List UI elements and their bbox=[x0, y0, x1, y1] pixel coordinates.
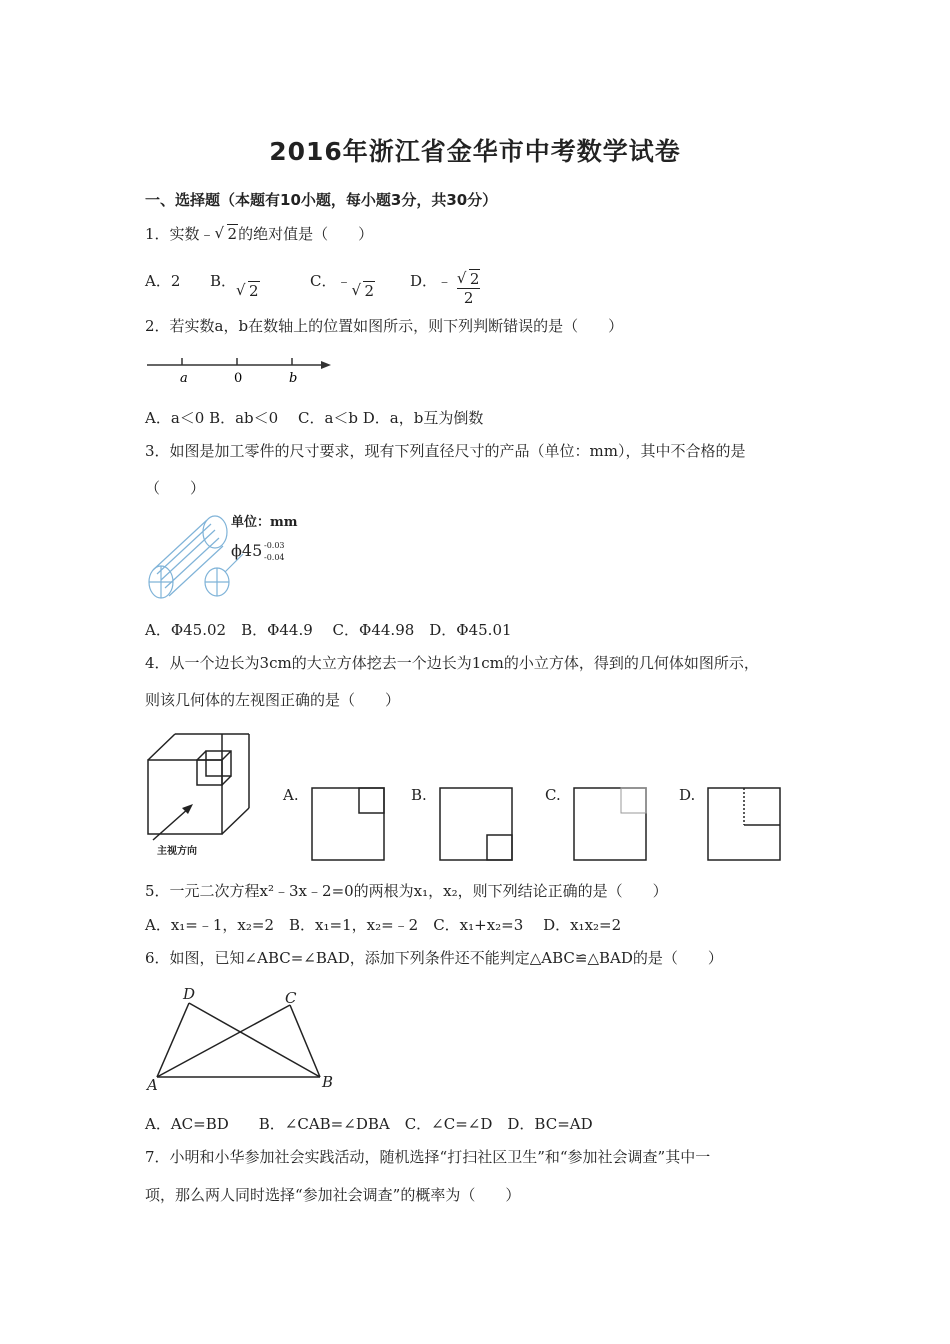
number-line-figure bbox=[145, 352, 335, 386]
cylinder-part-figure bbox=[145, 510, 305, 602]
vertex-label-d: D bbox=[183, 985, 196, 1003]
vertex-label-b: B bbox=[322, 1073, 334, 1091]
axis-label-b: b bbox=[289, 371, 298, 386]
axis-label-a: a bbox=[180, 371, 188, 386]
view-direction-caption: 主视方向 bbox=[157, 846, 197, 857]
question-5-stem: 5．一元二次方程x²﹣3x﹣2=0的两根为x₁，x₂，则下列结论正确的是（ ） bbox=[145, 882, 668, 900]
page-title: 2016年浙江省金华市中考数学试卷 bbox=[269, 137, 681, 166]
section-heading: 一、选择题（本题有10小题，每小题3分，共30分） bbox=[145, 191, 498, 209]
q1-option-b: B．√ 2 bbox=[210, 270, 260, 291]
question-1-stem: 1．实数﹣√ 2的绝对值是（ ） bbox=[145, 223, 373, 244]
question-4-stem-line2: 则该几何体的左视图正确的是（ ） bbox=[145, 691, 401, 709]
sqrt-2: √ 2 bbox=[215, 225, 239, 243]
question-4-stem-line1: 4．从一个边长为3cm的大立方体挖去一个边长为1cm的小立方体，得到的几何体如图所示， bbox=[145, 654, 759, 672]
q4-label-c: C. bbox=[545, 786, 561, 804]
question-7-stem-line2: 项，那么两人同时选择“参加社会调查”的概率为（ ） bbox=[145, 1186, 521, 1204]
axis-label-0: 0 bbox=[234, 371, 243, 386]
cube-figure bbox=[145, 730, 255, 858]
q4-label-b: B. bbox=[411, 786, 427, 804]
q4-label-a: A. bbox=[283, 786, 299, 804]
q2-options: A．a＜0 B．ab＜0 C．a＜b D．a，b互为倒数 bbox=[145, 409, 484, 427]
q5-options: A．x₁=﹣1，x₂=2 B．x₁=1，x₂=﹣2 C．x₁+x₂=3 D．x₁x₂=2 bbox=[145, 916, 622, 934]
q1-option-d: D．﹣ √ $\frac{2}{2}$ bbox=[410, 270, 480, 307]
q1-option-c: C．﹣√ 2 bbox=[310, 270, 375, 291]
dimension-label: ϕ45 bbox=[231, 541, 263, 560]
q6-options: A．AC=BD B．∠CAB=∠DBA C．∠C=∠D D．BC=AD bbox=[145, 1115, 593, 1133]
tolerance-upper: -0.03 bbox=[264, 541, 285, 550]
question-7-stem-line1: 7．小明和小华参加社会实践活动，随机选择“打扫社区卫生”和“参加社会调查”其中一 bbox=[145, 1148, 711, 1166]
q4-option-d-view bbox=[707, 787, 783, 863]
q4-label-d: D. bbox=[679, 786, 696, 804]
question-3-stem-line1: 3．如图是加工零件的尺寸要求，现有下列直径尺寸的产品（单位：mm），其中不合格的是 bbox=[145, 442, 746, 460]
question-3-stem-line2: （ ） bbox=[145, 479, 206, 497]
q4-option-b-view bbox=[439, 787, 515, 863]
triangle-figure bbox=[145, 983, 340, 1093]
tolerance-lower: -0.04 bbox=[264, 553, 285, 562]
vertex-label-c: C bbox=[285, 989, 297, 1007]
vertex-label-a: A bbox=[147, 1076, 158, 1093]
q1-option-a: A．2 bbox=[145, 272, 181, 290]
q4-option-c-view bbox=[573, 787, 649, 863]
unit-label: 单位：mm bbox=[231, 515, 298, 530]
question-6-stem: 6．如图，已知∠ABC=∠BAD，添加下列条件还不能判定△ABC≌△BAD的是（ ） bbox=[145, 949, 723, 967]
q3-options: A．Φ45.02 B．Φ44.9 C．Φ44.98 D．Φ45.01 bbox=[145, 621, 512, 639]
question-2-stem: 2．若实数a，b在数轴上的位置如图所示，则下列判断错误的是（ ） bbox=[145, 317, 624, 335]
q4-option-a-view bbox=[311, 787, 387, 863]
